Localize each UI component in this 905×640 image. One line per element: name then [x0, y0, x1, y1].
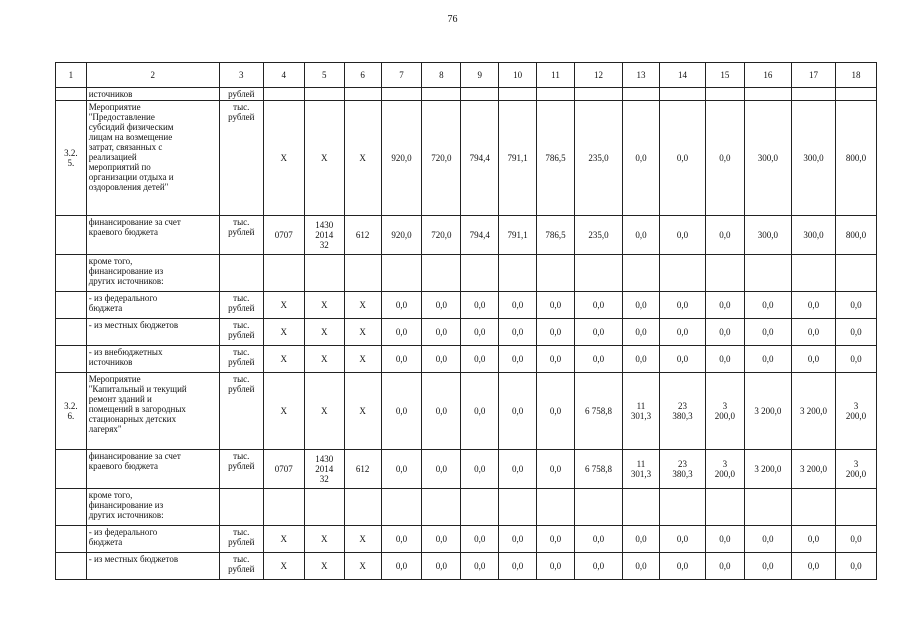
- value-cell: 0,0: [835, 319, 876, 346]
- value-cell: 0,0: [381, 292, 422, 319]
- value-cell: 3.2. 5.: [56, 101, 87, 216]
- value-cell: 0,0: [537, 553, 575, 580]
- description-cell: - из внебюджетных источников: [86, 346, 219, 373]
- value-cell: 300,0: [791, 101, 835, 216]
- value-cell: 800,0: [835, 216, 876, 255]
- value-cell: X: [263, 553, 304, 580]
- value-cell: 0,0: [461, 553, 499, 580]
- value-cell: 920,0: [381, 101, 422, 216]
- value-cell: 0,0: [574, 292, 622, 319]
- value-cell: 3 200,0: [835, 373, 876, 450]
- unit-cell: тыс. рублей: [219, 526, 263, 553]
- value-cell: 0,0: [537, 526, 575, 553]
- value-cell: 0,0: [791, 526, 835, 553]
- description-cell: Мероприятие "Предоставление субсидий физическим лицам на возмещение затрат, связанных с реализацией мероприятий по организации отдыха и оздоровления детей": [86, 101, 219, 216]
- value-cell: X: [344, 553, 381, 580]
- value-cell: X: [263, 373, 304, 450]
- value-cell: 0,0: [422, 450, 461, 489]
- value-cell: 800,0: [835, 101, 876, 216]
- value-cell: 0,0: [381, 553, 422, 580]
- value-cell: [744, 489, 791, 526]
- value-cell: 0,0: [381, 526, 422, 553]
- value-cell: 0,0: [744, 553, 791, 580]
- value-cell: [422, 88, 461, 101]
- value-cell: 6 758,8: [574, 373, 622, 450]
- table-row: [56, 216, 877, 255]
- value-cell: X: [304, 553, 344, 580]
- value-cell: 3 200,0: [744, 450, 791, 489]
- value-cell: X: [304, 346, 344, 373]
- value-cell: 0707: [263, 216, 304, 255]
- value-cell: X: [263, 292, 304, 319]
- value-cell: X: [304, 101, 344, 216]
- value-cell: [461, 255, 499, 292]
- header-cell: 5: [304, 63, 344, 88]
- table-row: [56, 255, 877, 292]
- value-cell: [744, 88, 791, 101]
- value-cell: X: [263, 346, 304, 373]
- value-cell: 0,0: [835, 292, 876, 319]
- value-cell: X: [344, 292, 381, 319]
- value-cell: [705, 255, 744, 292]
- value-cell: 0,0: [499, 373, 537, 450]
- value-cell: 0,0: [705, 319, 744, 346]
- value-cell: [537, 255, 575, 292]
- value-cell: 11 301,3: [623, 373, 660, 450]
- value-cell: 0,0: [537, 319, 575, 346]
- value-cell: 0,0: [422, 319, 461, 346]
- value-cell: 0,0: [705, 101, 744, 216]
- value-cell: 3 200,0: [791, 450, 835, 489]
- value-cell: 0,0: [659, 216, 705, 255]
- value-cell: [263, 88, 304, 101]
- unit-cell: [219, 255, 263, 292]
- value-cell: [422, 489, 461, 526]
- value-cell: [537, 88, 575, 101]
- description-cell: - из федерального бюджета: [86, 292, 219, 319]
- value-cell: 0,0: [461, 292, 499, 319]
- unit-cell: рублей: [219, 88, 263, 101]
- value-cell: [263, 255, 304, 292]
- value-cell: 791,1: [499, 216, 537, 255]
- value-cell: 0,0: [422, 292, 461, 319]
- description-cell: - из местных бюджетов: [86, 553, 219, 580]
- value-cell: 0,0: [381, 346, 422, 373]
- value-cell: 3 200,0: [705, 450, 744, 489]
- value-cell: 0,0: [499, 553, 537, 580]
- table-row: [56, 526, 877, 553]
- value-cell: 0,0: [744, 319, 791, 346]
- unit-cell: тыс. рублей: [219, 346, 263, 373]
- value-cell: 0,0: [499, 526, 537, 553]
- value-cell: 0,0: [623, 346, 660, 373]
- value-cell: 0,0: [659, 101, 705, 216]
- value-cell: [574, 255, 622, 292]
- value-cell: 0,0: [623, 216, 660, 255]
- value-cell: [623, 255, 660, 292]
- value-cell: [56, 292, 87, 319]
- table-row: [56, 319, 877, 346]
- value-cell: 0,0: [574, 553, 622, 580]
- value-cell: 0,0: [537, 292, 575, 319]
- value-cell: 0,0: [461, 526, 499, 553]
- value-cell: 6 758,8: [574, 450, 622, 489]
- value-cell: 0,0: [381, 450, 422, 489]
- value-cell: [623, 88, 660, 101]
- value-cell: 0,0: [705, 346, 744, 373]
- value-cell: 0,0: [623, 319, 660, 346]
- value-cell: X: [304, 292, 344, 319]
- value-cell: 3 200,0: [791, 373, 835, 450]
- value-cell: 786,5: [537, 216, 575, 255]
- description-cell: финансирование за счет краевого бюджета: [86, 216, 219, 255]
- header-cell: 9: [461, 63, 499, 88]
- value-cell: 0,0: [381, 319, 422, 346]
- value-cell: X: [263, 526, 304, 553]
- value-cell: X: [263, 319, 304, 346]
- value-cell: 0707: [263, 450, 304, 489]
- value-cell: [791, 255, 835, 292]
- table-row: [56, 489, 877, 526]
- value-cell: [835, 255, 876, 292]
- table-body: [56, 63, 877, 580]
- value-cell: 235,0: [574, 216, 622, 255]
- value-cell: 0,0: [499, 319, 537, 346]
- value-cell: 720,0: [422, 101, 461, 216]
- value-cell: [304, 88, 344, 101]
- header-cell: 12: [574, 63, 622, 88]
- value-cell: 235,0: [574, 101, 622, 216]
- value-cell: 3 200,0: [705, 373, 744, 450]
- value-cell: [705, 489, 744, 526]
- table-row: [56, 88, 877, 101]
- value-cell: [791, 88, 835, 101]
- value-cell: 0,0: [623, 553, 660, 580]
- header-cell: 10: [499, 63, 537, 88]
- value-cell: [744, 255, 791, 292]
- unit-cell: тыс. рублей: [219, 450, 263, 489]
- value-cell: 0,0: [791, 346, 835, 373]
- header-cell: 11: [537, 63, 575, 88]
- description-cell: кроме того, финансирование из других источников:: [86, 489, 219, 526]
- unit-cell: тыс. рублей: [219, 101, 263, 216]
- header-cell: 2: [86, 63, 219, 88]
- value-cell: X: [304, 373, 344, 450]
- description-cell: кроме того, финансирование из других источников:: [86, 255, 219, 292]
- value-cell: 0,0: [422, 553, 461, 580]
- unit-cell: тыс. рублей: [219, 216, 263, 255]
- value-cell: [623, 489, 660, 526]
- description-cell: Мероприятие "Капитальный и текущий ремонт зданий и помещений в загородных стационарных детских лагерях": [86, 373, 219, 450]
- value-cell: 0,0: [537, 346, 575, 373]
- value-cell: 0,0: [659, 553, 705, 580]
- value-cell: 0,0: [623, 292, 660, 319]
- value-cell: [56, 346, 87, 373]
- value-cell: 0,0: [791, 319, 835, 346]
- header-cell: 16: [744, 63, 791, 88]
- value-cell: 23 380,3: [659, 450, 705, 489]
- value-cell: 3 200,0: [835, 450, 876, 489]
- description-cell: - из местных бюджетов: [86, 319, 219, 346]
- value-cell: [574, 88, 622, 101]
- value-cell: 3.2. 6.: [56, 373, 87, 450]
- description-cell: - из федерального бюджета: [86, 526, 219, 553]
- value-cell: 0,0: [705, 553, 744, 580]
- value-cell: 0,0: [574, 346, 622, 373]
- header-cell: 8: [422, 63, 461, 88]
- budget-table: [55, 62, 877, 580]
- value-cell: 920,0: [381, 216, 422, 255]
- value-cell: 0,0: [705, 216, 744, 255]
- header-cell: 3: [219, 63, 263, 88]
- value-cell: 0,0: [835, 553, 876, 580]
- value-cell: 0,0: [499, 346, 537, 373]
- value-cell: 0,0: [705, 526, 744, 553]
- table-row: [56, 553, 877, 580]
- table-row: [56, 101, 877, 216]
- header-cell: 13: [623, 63, 660, 88]
- value-cell: [56, 255, 87, 292]
- value-cell: 0,0: [659, 292, 705, 319]
- value-cell: X: [344, 101, 381, 216]
- description-cell: финансирование за счет краевого бюджета: [86, 450, 219, 489]
- value-cell: [381, 489, 422, 526]
- value-cell: 1430 2014 32: [304, 216, 344, 255]
- value-cell: 612: [344, 216, 381, 255]
- value-cell: 0,0: [791, 553, 835, 580]
- value-cell: [499, 489, 537, 526]
- value-cell: 794,4: [461, 101, 499, 216]
- value-cell: X: [304, 319, 344, 346]
- value-cell: 612: [344, 450, 381, 489]
- value-cell: [574, 489, 622, 526]
- value-cell: 300,0: [744, 101, 791, 216]
- value-cell: 0,0: [659, 346, 705, 373]
- value-cell: 0,0: [835, 526, 876, 553]
- value-cell: [344, 489, 381, 526]
- header-cell: 15: [705, 63, 744, 88]
- value-cell: 0,0: [422, 526, 461, 553]
- value-cell: 0,0: [574, 319, 622, 346]
- value-cell: 0,0: [659, 319, 705, 346]
- value-cell: 786,5: [537, 101, 575, 216]
- header-row: [56, 63, 877, 88]
- value-cell: [304, 489, 344, 526]
- unit-cell: тыс. рублей: [219, 553, 263, 580]
- value-cell: 0,0: [744, 292, 791, 319]
- value-cell: 0,0: [499, 292, 537, 319]
- value-cell: [344, 255, 381, 292]
- value-cell: [56, 319, 87, 346]
- unit-cell: [219, 489, 263, 526]
- header-cell: 7: [381, 63, 422, 88]
- value-cell: [381, 255, 422, 292]
- table-row: [56, 450, 877, 489]
- value-cell: 0,0: [744, 526, 791, 553]
- value-cell: [56, 553, 87, 580]
- value-cell: [344, 88, 381, 101]
- value-cell: [791, 489, 835, 526]
- value-cell: [659, 255, 705, 292]
- value-cell: X: [344, 319, 381, 346]
- value-cell: [381, 88, 422, 101]
- value-cell: 0,0: [835, 346, 876, 373]
- value-cell: 0,0: [461, 346, 499, 373]
- table-row: [56, 346, 877, 373]
- value-cell: 0,0: [623, 101, 660, 216]
- value-cell: [705, 88, 744, 101]
- value-cell: 0,0: [537, 450, 575, 489]
- value-cell: [537, 489, 575, 526]
- value-cell: 3 200,0: [744, 373, 791, 450]
- value-cell: 0,0: [574, 526, 622, 553]
- value-cell: [56, 489, 87, 526]
- value-cell: 0,0: [791, 292, 835, 319]
- value-cell: 0,0: [623, 526, 660, 553]
- value-cell: [499, 88, 537, 101]
- value-cell: [659, 88, 705, 101]
- description-cell: источников: [86, 88, 219, 101]
- header-cell: 18: [835, 63, 876, 88]
- value-cell: 0,0: [422, 373, 461, 450]
- value-cell: 0,0: [381, 373, 422, 450]
- header-cell: 14: [659, 63, 705, 88]
- header-cell: 1: [56, 63, 87, 88]
- page-number: 76: [447, 14, 458, 25]
- unit-cell: тыс. рублей: [219, 319, 263, 346]
- unit-cell: тыс. рублей: [219, 292, 263, 319]
- value-cell: [56, 526, 87, 553]
- value-cell: 0,0: [744, 346, 791, 373]
- value-cell: X: [344, 526, 381, 553]
- value-cell: 794,4: [461, 216, 499, 255]
- value-cell: 300,0: [791, 216, 835, 255]
- value-cell: 0,0: [422, 346, 461, 373]
- value-cell: X: [263, 101, 304, 216]
- value-cell: 791,1: [499, 101, 537, 216]
- value-cell: X: [344, 346, 381, 373]
- value-cell: [56, 450, 87, 489]
- value-cell: [461, 88, 499, 101]
- value-cell: 0,0: [461, 319, 499, 346]
- table-row: [56, 373, 877, 450]
- value-cell: [499, 255, 537, 292]
- header-cell: 6: [344, 63, 381, 88]
- value-cell: 0,0: [499, 450, 537, 489]
- value-cell: 0,0: [659, 526, 705, 553]
- value-cell: 300,0: [744, 216, 791, 255]
- value-cell: [835, 88, 876, 101]
- value-cell: 0,0: [537, 373, 575, 450]
- value-cell: 0,0: [461, 373, 499, 450]
- unit-cell: тыс. рублей: [219, 373, 263, 450]
- value-cell: [263, 489, 304, 526]
- value-cell: [835, 489, 876, 526]
- value-cell: [56, 216, 87, 255]
- value-cell: [461, 489, 499, 526]
- value-cell: X: [304, 526, 344, 553]
- header-cell: 4: [263, 63, 304, 88]
- value-cell: 11 301,3: [623, 450, 660, 489]
- value-cell: 23 380,3: [659, 373, 705, 450]
- value-cell: 0,0: [705, 292, 744, 319]
- table-row: [56, 292, 877, 319]
- value-cell: [659, 489, 705, 526]
- value-cell: [422, 255, 461, 292]
- value-cell: [304, 255, 344, 292]
- value-cell: 0,0: [461, 450, 499, 489]
- value-cell: X: [344, 373, 381, 450]
- value-cell: 720,0: [422, 216, 461, 255]
- value-cell: [56, 88, 87, 101]
- header-cell: 17: [791, 63, 835, 88]
- value-cell: 1430 2014 32: [304, 450, 344, 489]
